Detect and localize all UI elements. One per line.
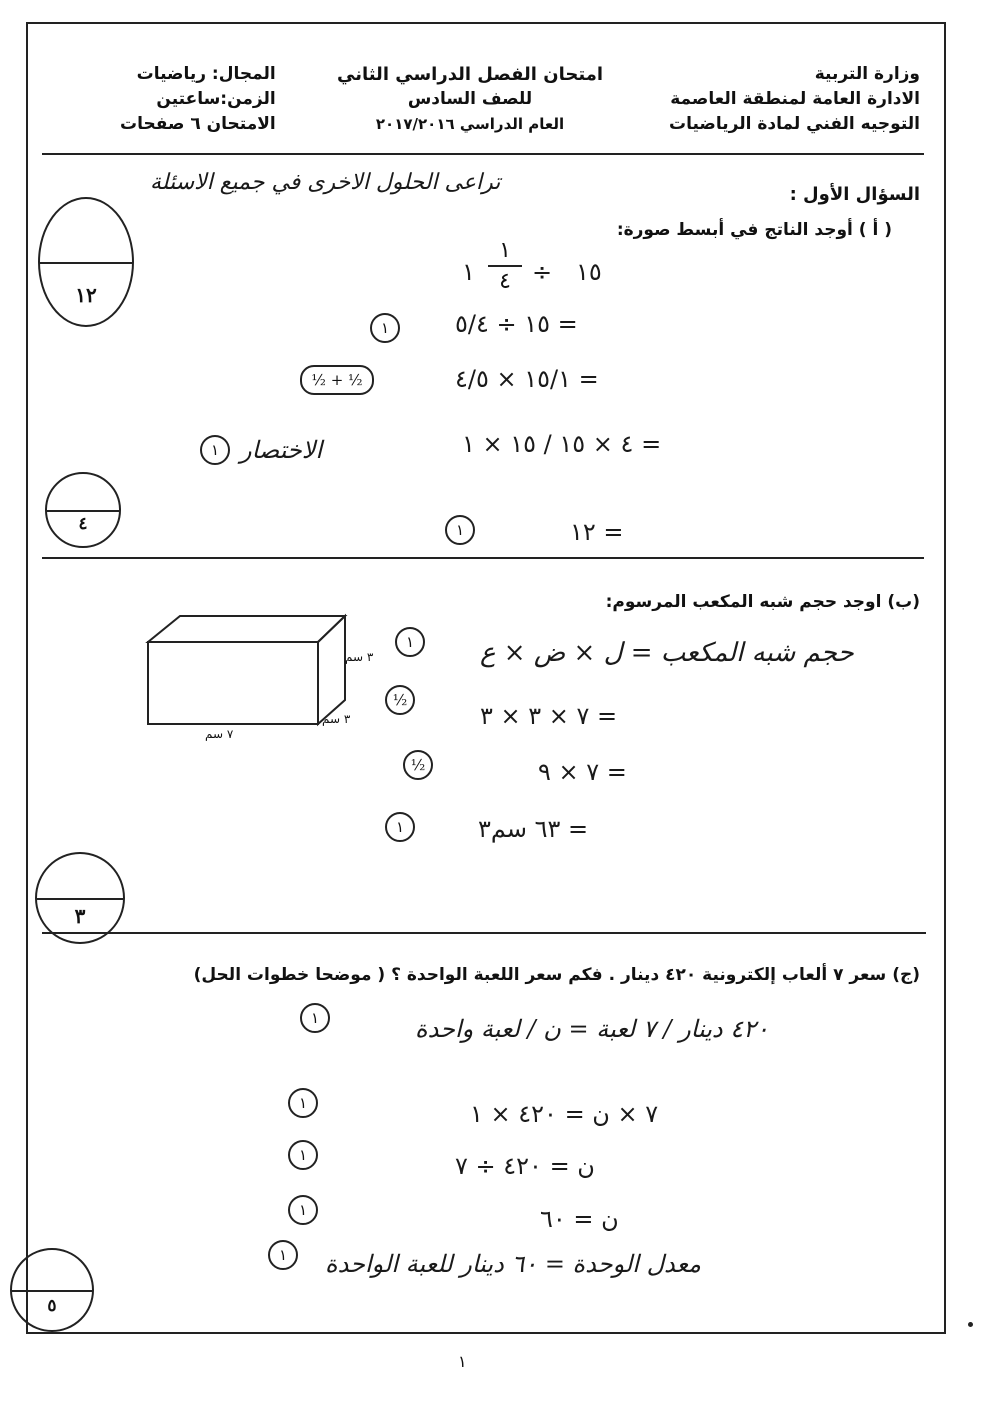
header-exam-info (120, 62, 276, 137)
header-left-line2: الزمن:ساعتين (156, 89, 276, 109)
mark-a1: ١ (370, 313, 400, 343)
mark-b1: ١ (395, 627, 425, 657)
expr-fraction (488, 238, 522, 294)
part-c-prompt: (ج) سعر ٧ ألعاب إلكترونية ٤٢٠ دينار . فكم سعر اللعبة الواحدة ؟ ( موضحا خطوات الحل) (193, 965, 920, 985)
expr-operator: ÷ (532, 258, 553, 286)
mark-c3: ١ (288, 1140, 318, 1170)
mark-c2: ١ (288, 1088, 318, 1118)
part-c-step-2: ٧ × ن = ٤٢٠ × ١ (470, 1100, 659, 1128)
expr-rhs: ١٥ (576, 258, 602, 286)
mark-b4: ١ (385, 812, 415, 842)
mark-c5: ١ (268, 1240, 298, 1270)
score-circle-a (45, 472, 121, 548)
mark-b3: ½ (403, 750, 433, 780)
score-circle-b (35, 852, 125, 944)
mark-c4: ١ (288, 1195, 318, 1225)
part-b-step-4: = ٦٣ سم٣ (478, 815, 589, 843)
score-circle-c (10, 1248, 94, 1332)
mark-a2: ½ + ½ (300, 365, 374, 395)
mark-a3: ١ (200, 435, 230, 465)
part-a-step-2: = ١٥/١ × ٤/٥ (455, 365, 599, 393)
header-ministry (669, 62, 920, 137)
divider-a-b (42, 557, 924, 559)
part-b-step-1: حجم شبه المكعب = ل × ض × ع (480, 638, 854, 668)
header-right-line1: وزارة التربية (814, 64, 920, 84)
part-c-step-4: ن = ٦٠ (540, 1205, 619, 1233)
part-a-prompt: ( أ ) أوجد الناتج في أبسط صورة: (616, 220, 892, 240)
part-c-step-1: ٤٢٠ دينار / ٧ لعبة = ن / لعبة واحدة (415, 1015, 769, 1043)
handwritten-note: تراعى الحلول الاخرى في جميع الاسئلة (150, 170, 501, 195)
part-b-step-2: = ٧ × ٣ × ٣ (480, 702, 618, 730)
part-a-reduce-note: الاختصار (240, 436, 323, 464)
part-a-step-1: = ١٥ ÷ ٥/٤ (455, 310, 578, 338)
header-right-line3: التوجيه الفني لمادة الرياضيات (669, 114, 920, 134)
mark-b2: ½ (385, 685, 415, 715)
score-a-value: ٤ (78, 514, 88, 534)
score-total-value: ١٢ (75, 283, 97, 307)
part-b-step-3: = ٧ × ٩ (538, 758, 627, 786)
page-number: ١ (458, 1352, 467, 1371)
part-c-step-3: ن = ٤٢٠ ÷ ٧ (455, 1152, 595, 1180)
dim-height-label: ٣ سم (345, 650, 374, 664)
header-exam-title (330, 62, 610, 137)
part-a-step-3: = ٤ × ١٥ / ١٥ × ١ (462, 430, 662, 458)
part-b-prompt: (ب) اوجد حجم شبه المكعب المرسوم: (605, 592, 920, 612)
dim-length-label: ٧ سم (205, 727, 234, 741)
part-a-step-4: = ١٢ (570, 518, 624, 546)
header-divider (42, 153, 924, 155)
header-center-line1: امتحان الفصل الدراسي الثاني (336, 64, 604, 85)
part-c-step-5: معدل الوحدة = ٦٠ دينار للعبة الواحدة (325, 1250, 702, 1278)
expr-whole: ١ (462, 258, 475, 286)
mark-a4: ١ (445, 515, 475, 545)
expr-num: ١ (499, 238, 511, 263)
header-left-line3: الامتحان ٦ صفحات (120, 114, 276, 134)
score-c-value: ٥ (47, 1296, 57, 1316)
expr-den: ٤ (499, 269, 511, 294)
divider-b-c (42, 932, 926, 934)
header-right-line2: الادارة العامة لمنطقة العاصمة (670, 89, 920, 109)
header-center-line3: العام الدراسي ٢٠١٧/٢٠١٦ (375, 115, 565, 133)
dim-width-label: ٣ سم (322, 712, 351, 726)
cuboid-diagram (140, 612, 350, 732)
mark-c1: ١ (300, 1003, 330, 1033)
score-oval-total (38, 197, 134, 327)
score-b-value: ٣ (74, 904, 86, 928)
scan-speck (968, 1322, 973, 1327)
header-center-line2: للصف السادس (407, 89, 533, 109)
question-title: السؤال الأول : (789, 184, 920, 205)
header-left-line1: المجال: رياضيات (136, 64, 276, 84)
